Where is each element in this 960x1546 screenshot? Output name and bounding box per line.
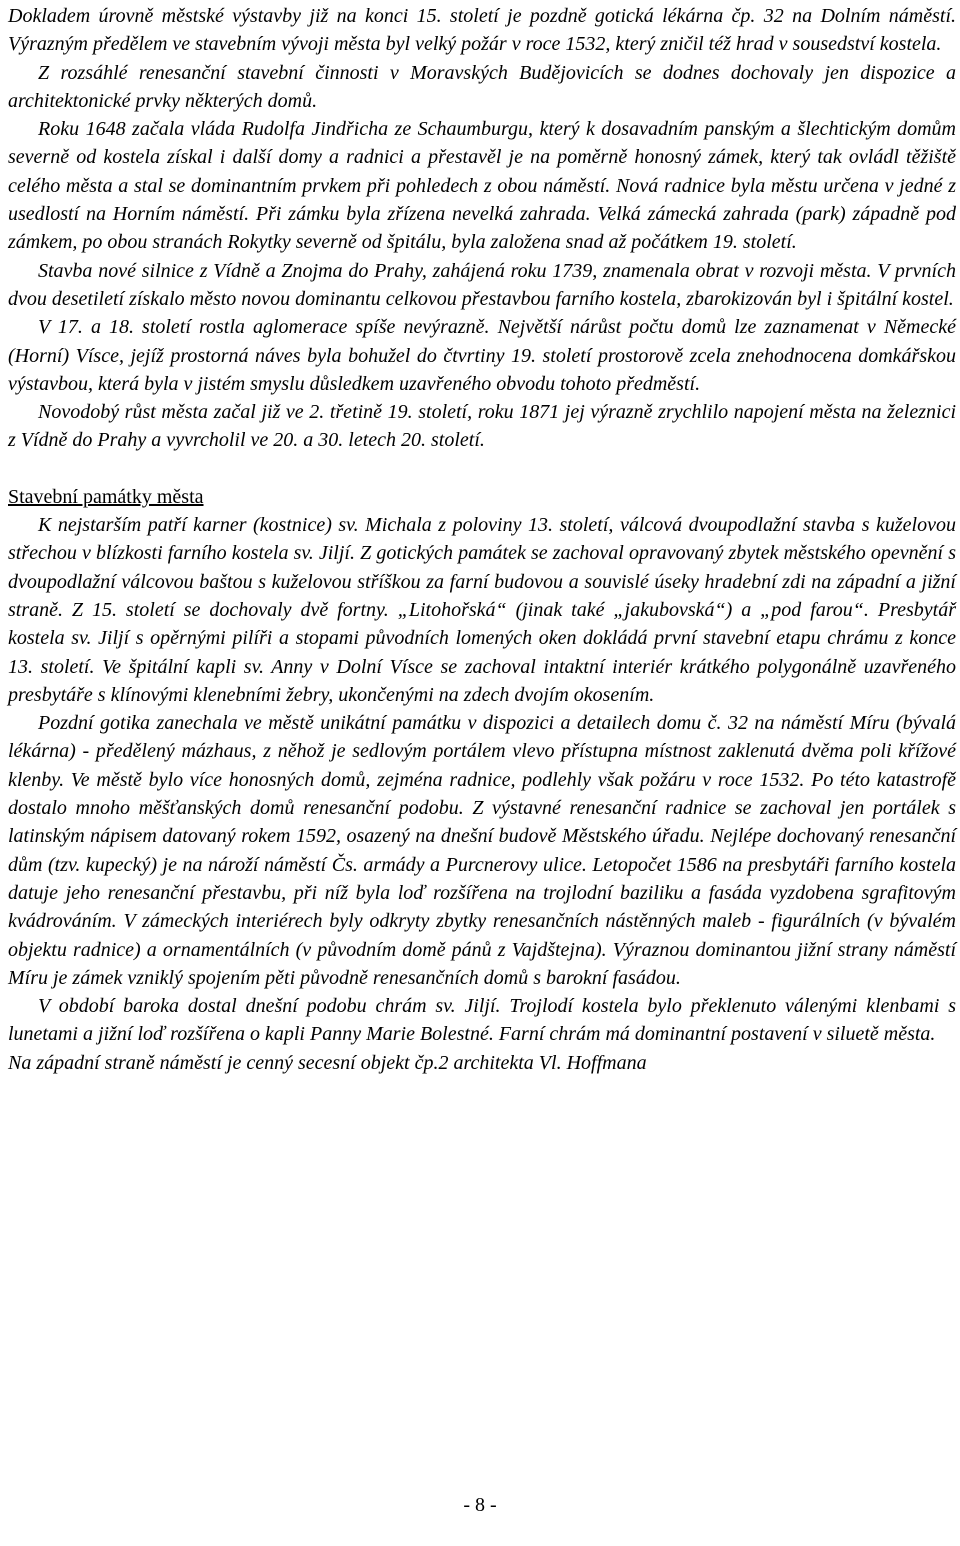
section-heading: Stavební památky města — [8, 485, 204, 508]
page-number: - 8 - — [463, 1494, 497, 1516]
paragraph-baroque-church: V období baroka dostal dnešní podobu chrám sv. Jiljí. Trojlodí kostela bylo překlenuto válenými klenbami s lunetami a jižní loď rozšířena o kapli Panny Marie Bolestné. Farní chrám má dominantní postavení v siluetě města. — [8, 995, 956, 1046]
paragraph-late-gothic-house: Pozdní gotika zanechala ve městě unikátní památku v dispozici a detailech domu č. 32 na náměstí Míru (bývalá lékárna) - předělený mázhaus, z něhož je sedlovým portálem vlevo přístupna místnost zaklenutá dvěma poli křížové klenby. Ve městě bylo více honosných domů, zejména radnice, podlehly však požáru v roce 1532. Po této katastrofě dostalo mnoho měšťanských domů renesanční podobu. Z výstavné renesanční radnice se zachoval jen portálek s latinským nápisem datovaný rokem 1592, osazený na dnešní budově Městského úřadu. Nejlépe dochovaný renesanční dům (tzv. kupecký) je na nároží náměstí Čs. armády a Purcnerovy ulice. Letopočet 1586 na presbytáři farního kostela datuje jeho renesanční přestavbu, při níž byla loď rozšířena na trojlodní baziliku a fasáda vyzdobena sgrafitovým kvádrováním. V zámeckých interiérech byly odkryty zbytky renesančních nástěnných maleb - figurálních (v bývalém objektu radnice) a ornamentálních (v původním domě pánů z Vajdštejna). Výraznou dominantou jižní strany náměstí Míru je zámek vzniklý spojením pěti původně renesančních domů s barokní fasádou. — [8, 712, 956, 989]
document-page — [8, 2, 956, 1077]
paragraph-schaumburg-chateau: Roku 1648 začala vláda Rudolfa Jindřicha ze Schaumburgu, který k dosavadním panským a šlechtickým domům severně od kostela získal i další domy a radnici a přestavěl je na poměrně honosný zámek, který tak ovládl těžiště celého města a stal se dominantním prvkem při pohledech z obou náměstí. Nová radnice byla městu určena v jedné z usedlostí na Horním náměstí. Při zámku byla zřízena nevelká zahrada. Velká zámecká zahrada (park) západně pod zámkem, po obou stranách Rokytky severně od špitálu, byla založena snad až počátkem 19. století. — [8, 118, 956, 254]
paragraph-oldest-monuments: K nejstarším patří karner (kostnice) sv. Michala z poloviny 13. století, válcová dvoupodlažní stavba s kuželovou střechou v blízkosti farního kostela sv. Jiljí. Z gotických památek se zachoval opravovaný zbytek městského opevnění s dvoupodlažní válcovou baštou s kuželovou stříškou za farní budovou a souvislé úseky hradební zdi na západní a jižní straně. Z 15. století se dochovaly dvě fortny. „Litohořská“ (jinak také „jakubovská“) a „pod farou“. Presbytář kostela sv. Jiljí s opěrnými pilíři a stopami původních lomených oken dokládá první stavební etapu chrámu z konce 13. století. Ve špitální kapli sv. Anny v Dolní Vísce se zachoval intaktní interiér krátkého polygonálně uzavřeného presbytáře s klínovými klenebními žebry, ukončenými na zdech dvojím okosením. — [8, 514, 956, 706]
paragraph-vienna-road: Stavba nové silnice z Vídně a Znojma do Prahy, zahájená roku 1739, znamenala obrat v rozvoji města. V prvních dvou desetiletí získalo město novou dominantu celkovou přestavbou farního kostela, zbarokizován byl i špitální kostel. — [8, 259, 956, 310]
paragraph-renaissance-remains: Z rozsáhlé renesanční stavební činnosti v Moravských Budějovicích se dodnes dochovaly jen dispozice a architektonické prvky některých domů. — [8, 61, 956, 112]
section-spacer — [8, 455, 956, 483]
paragraph-agglomeration: V 17. a 18. století rostla aglomerace spíše nevýrazně. Největší nárůst počtu domů lze zaznamenat v Německé (Horní) Vísce, jejíž prostorná náves byla bohužel do čtvrtiny 19. století prostorově zcela znehodnocena domkářskou výstavbou, která byla v jistém smyslu důsledkem uzavřeného obvodu tohoto předměstí. — [8, 316, 956, 395]
paragraph-secession-building: Na západní straně náměstí je cenný secesní objekt čp.2 architekta Vl. Hoffmana — [8, 1051, 647, 1074]
paragraph-modern-growth: Novodobý růst města začal již ve 2. třetině 19. století, roku 1871 jej výrazně zrychlilo napojení města na železnici z Vídně do Prahy a vyvrcholil ve 20. a 30. letech 20. století. — [8, 401, 956, 452]
paragraph-late-gothic-pharmacy: Dokladem úrovně městské výstavby již na konci 15. století je pozdně gotická lékárna čp. 32 na Dolním náměstí. Výrazným předělem ve stavebním vývoji města byl velký požár v roce 1532, který zničil též hrad v sousedství kostela. — [8, 5, 956, 56]
